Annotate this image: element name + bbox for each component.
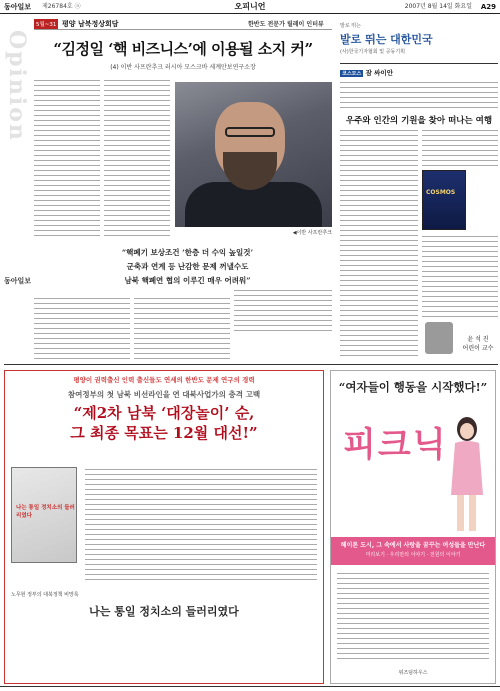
section-divider (4, 364, 498, 365)
ad-banner-line2: 미리보기 · 우리만의 이야기 · 전원의 이야기 (365, 552, 461, 558)
column-headline: 우주와 인간의 기원을 찾아 떠나는 여행 (345, 116, 493, 126)
ad-title: 피크닉 (343, 425, 448, 465)
author-name: 윤 석 진 (467, 336, 489, 343)
photo-description (234, 288, 332, 334)
ad-pub-text: 노무현 정부의 대북정책 비망록 (11, 592, 79, 598)
ad-book-cover-title: 나는 통일 정치소의 들러리였다 (16, 505, 75, 519)
portrait-photo (175, 82, 332, 227)
column-body-left (340, 128, 418, 356)
newspaper-name: 동아일보 (4, 3, 32, 11)
article-body-col4 (134, 296, 230, 362)
illustrated-woman (443, 415, 489, 533)
ad-bottom-title: 나는 통일 정치소의 들러리였다 (89, 605, 239, 618)
ad-headline-line: “제2차 남북 ‘대장놀이’ 순, (73, 404, 255, 422)
vertical-section-title: Opinion (4, 30, 30, 142)
page-header (0, 0, 500, 14)
ad-publisher: 위즈덤하우스 (398, 670, 428, 676)
series-title: 평양 남북정상회담 (62, 20, 119, 28)
ad-headline (5, 403, 323, 443)
pull-quote (95, 246, 280, 288)
article-headline: “김정일 ‘핵 비즈니스’에 이용될 소지 커” (53, 40, 313, 58)
book-title: COSMOS (426, 189, 456, 196)
pull-quote-line: 군축과 연계 등 난감한 문제 꺼낼수도 (126, 262, 249, 271)
series-tag: 5월~31 (34, 19, 58, 29)
column-header (340, 68, 498, 77)
series-subtitle: 한반도 전문가 릴레이 인터뷰 (248, 21, 324, 28)
issue-date: 2007년 8월 14일 화요일 (404, 3, 472, 10)
ad-body-text (85, 467, 317, 583)
column-body-right (422, 128, 498, 168)
ad-right-body (337, 571, 489, 661)
page-number: A29 (480, 3, 496, 11)
ad-top-line: 평양이 권력출신 인력 출신들도 연세의 한반도 문제 연구의 경력 (73, 376, 255, 384)
ad-quote: “여자들이 행동을 시작했다!” (338, 380, 488, 394)
newspaper-logo: 동아일보 (4, 277, 32, 285)
issue-number: 제26784호 ⓐ (42, 3, 81, 10)
pull-quote-line: “핵폐기 보상조건 ‘한층 더 수익 높일것’ (121, 248, 254, 257)
ad-headline-line: 그 최종 목표는 12월 대선!” (70, 424, 258, 442)
article-byline: (4) 이반 사프란추크 러시아 모스크바 세계안보연구소장 (110, 64, 256, 71)
right-kicker (340, 18, 498, 64)
section-title: 오피니언 (234, 2, 266, 11)
column-body-right2 (422, 234, 498, 318)
kicker-title: 발로 뛰는 대한민국 (340, 33, 433, 46)
column-badge: 코스모스 (342, 71, 362, 77)
column-intro (340, 80, 498, 110)
ad-second-line: 참여정부의 첫 남북 비선라인을 연 대북사업가의 충격 고백 (67, 390, 261, 399)
article-body-col3 (34, 296, 130, 362)
author-photo (425, 322, 453, 354)
kicker-small: 발로 뛰는 (340, 23, 361, 29)
article-body-col2 (104, 78, 170, 238)
series-bar (34, 18, 332, 30)
column-title: 잠 싸이안 (365, 69, 393, 77)
ad-banner (331, 537, 495, 565)
picnic-advertisement[interactable] (330, 370, 496, 684)
author-title: 어린이 교수 (462, 345, 494, 352)
book-advertisement[interactable] (4, 370, 324, 684)
ad-banner-line1: 헤이톤 도시, 그 속에서 사랑을 꿈꾸는 여성들을 만난다 (340, 542, 486, 549)
article-body-col1 (34, 78, 100, 238)
ad-book-cover (11, 467, 77, 563)
author-info (458, 334, 498, 352)
pull-quote-line: 남북 핵폐연 협의 이루긴 매우 어려워” (124, 276, 251, 285)
cosmos-book-cover (422, 170, 466, 230)
photo-caption: ◀이반 사프란추크 (292, 230, 332, 236)
page-footer (0, 686, 500, 691)
kicker-subtitle: (사)한국기자협회 및 공동기획 (340, 49, 406, 55)
